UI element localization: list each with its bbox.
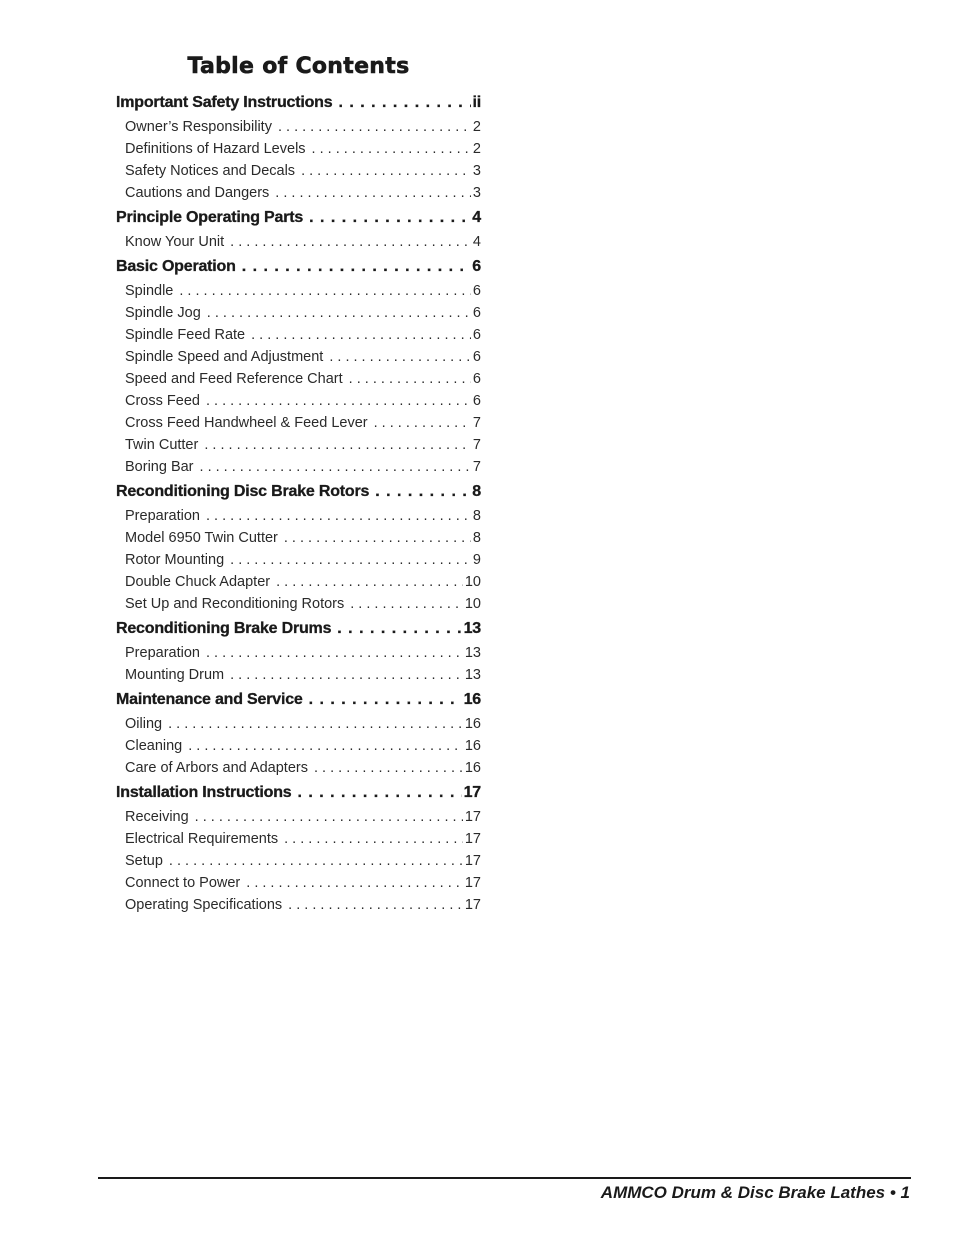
toc-entry-page: 6 (472, 393, 481, 409)
toc-entry[interactable] (116, 850, 481, 872)
toc-entry-label: Spindle Feed Rate (125, 327, 246, 343)
toc-leader-dots (242, 254, 471, 280)
toc-leader-dots (246, 872, 463, 894)
toc-entry-page: 16 (464, 716, 481, 732)
toc-entry[interactable] (116, 138, 481, 160)
toc-entry[interactable] (116, 571, 481, 593)
toc-section-heading[interactable] (116, 479, 481, 505)
toc-section-heading[interactable] (116, 780, 481, 806)
toc-leader-dots (204, 434, 471, 456)
toc-heading-page: 17 (463, 784, 481, 801)
toc-leader-dots (275, 182, 471, 204)
toc-entry-page: 16 (464, 738, 481, 754)
toc-entry-page: 17 (464, 897, 481, 913)
toc-entry-label: Cross Feed (125, 393, 200, 409)
toc-entry-label: Electrical Requirements (125, 831, 279, 847)
toc-entry-page: 6 (472, 327, 481, 343)
toc-entry[interactable] (116, 231, 481, 253)
toc-entry-label: Care of Arbors and Adapters (125, 760, 308, 776)
toc-leader-dots (284, 527, 471, 549)
toc-entry-page: 17 (464, 809, 481, 825)
toc-leader-dots (207, 302, 471, 324)
toc-entry-label: Owner’s Responsibility (125, 119, 272, 135)
toc-leader-dots (349, 368, 471, 390)
toc-entry-page: 7 (472, 459, 481, 475)
toc-entry-label: Safety Notices and Decals (125, 163, 296, 179)
toc-entry[interactable] (116, 527, 481, 549)
toc-entry[interactable] (116, 664, 481, 686)
toc-entry-label: Know Your Unit (125, 234, 225, 250)
toc-section (116, 254, 481, 478)
toc-leader-dots (206, 390, 471, 412)
toc-entry-page: 8 (472, 508, 481, 524)
toc-section (116, 687, 481, 779)
toc-entry-label: Double Chuck Adapter (125, 574, 271, 590)
toc-heading-label: Important Safety Instructions (116, 94, 333, 111)
toc-entry-page: 7 (472, 437, 481, 453)
toc-entry-label: Receiving (125, 809, 189, 825)
toc-entry[interactable] (116, 757, 481, 779)
toc-section-heading[interactable] (116, 616, 481, 642)
toc-leader-dots (312, 138, 471, 160)
toc-heading-label: Basic Operation (116, 258, 236, 275)
toc-entry[interactable] (116, 324, 481, 346)
toc-entry-page: 4 (472, 234, 481, 250)
toc-entry-page: 3 (472, 185, 481, 201)
toc-entry-label: Boring Bar (125, 459, 194, 475)
toc-entry[interactable] (116, 390, 481, 412)
toc-leader-dots (195, 806, 463, 828)
toc-entry-label: Spindle Speed and Adjustment (125, 349, 324, 365)
table-of-contents (116, 52, 481, 916)
toc-leader-dots (329, 346, 471, 368)
toc-entry[interactable] (116, 713, 481, 735)
toc-entry-page: 13 (464, 645, 481, 661)
toc-entry-page: 10 (464, 596, 481, 612)
toc-leader-dots (168, 713, 463, 735)
toc-entry[interactable] (116, 828, 481, 850)
toc-heading-label: Maintenance and Service (116, 691, 303, 708)
toc-heading-page: 13 (463, 620, 481, 637)
toc-entry[interactable] (116, 412, 481, 434)
toc-entry-label: Preparation (125, 508, 200, 524)
toc-leader-dots (230, 664, 463, 686)
toc-entry[interactable] (116, 549, 481, 571)
toc-entry-label: Setup (125, 853, 163, 869)
toc-leader-dots (179, 280, 471, 302)
toc-section (116, 479, 481, 615)
toc-entry[interactable] (116, 160, 481, 182)
toc-entry-label: Definitions of Hazard Levels (125, 141, 306, 157)
toc-heading-label: Principle Operating Parts (116, 209, 304, 226)
toc-entry[interactable] (116, 346, 481, 368)
toc-heading-page: 16 (463, 691, 481, 708)
toc-leader-dots (350, 593, 463, 615)
toc-entry[interactable] (116, 368, 481, 390)
toc-entry[interactable] (116, 642, 481, 664)
toc-section-heading[interactable] (116, 687, 481, 713)
toc-entry-label: Set Up and Reconditioning Rotors (125, 596, 345, 612)
toc-leader-dots (284, 828, 463, 850)
toc-entry-page: 7 (472, 415, 481, 431)
toc-entry[interactable] (116, 735, 481, 757)
toc-entry-page: 6 (472, 283, 481, 299)
toc-entry-page: 2 (472, 119, 481, 135)
toc-entry-page: 17 (464, 875, 481, 891)
toc-entry[interactable] (116, 302, 481, 324)
toc-section-heading[interactable] (116, 205, 481, 231)
toc-heading-page: 4 (472, 209, 481, 226)
toc-leader-dots (230, 231, 471, 253)
toc-section-heading[interactable] (116, 254, 481, 280)
toc-entry[interactable] (116, 182, 481, 204)
toc-entry[interactable] (116, 456, 481, 478)
toc-heading-label: Reconditioning Disc Brake Rotors (116, 483, 370, 500)
toc-entry-label: Model 6950 Twin Cutter (125, 530, 278, 546)
toc-entry-label: Connect to Power (125, 875, 241, 891)
toc-section (116, 780, 481, 916)
toc-leader-dots (309, 687, 462, 713)
toc-leader-dots (230, 549, 471, 571)
toc-leader-dots (251, 324, 471, 346)
toc-entry-page: 17 (464, 831, 481, 847)
toc-entry[interactable] (116, 894, 481, 916)
toc-entry[interactable] (116, 116, 481, 138)
toc-leader-dots (188, 735, 463, 757)
toc-leader-dots (288, 894, 463, 916)
toc-leader-dots (297, 780, 461, 806)
toc-entry-page: 16 (464, 760, 481, 776)
toc-leader-dots (206, 642, 463, 664)
toc-entry[interactable] (116, 280, 481, 302)
footer-running-title: AMMCO Drum & Disc Brake Lathes • 1 (600, 1183, 910, 1202)
toc-leader-dots (276, 571, 463, 593)
toc-leader-dots (200, 456, 471, 478)
toc-leader-dots (337, 616, 461, 642)
toc-leader-dots (278, 116, 471, 138)
toc-leader-dots (374, 412, 471, 434)
toc-section (116, 205, 481, 253)
toc-entry-label: Spindle (125, 283, 174, 299)
toc-sections (116, 90, 481, 916)
toc-heading-label: Reconditioning Brake Drums (116, 620, 332, 637)
toc-entry[interactable] (116, 505, 481, 527)
toc-leader-dots (301, 160, 471, 182)
toc-entry-page: 3 (472, 163, 481, 179)
toc-entry-label: Cleaning (125, 738, 183, 754)
toc-entry[interactable] (116, 434, 481, 456)
toc-entry-label: Operating Specifications (125, 897, 283, 913)
footer-divider (98, 1177, 911, 1179)
toc-leader-dots (309, 205, 470, 231)
toc-heading-page: ii (472, 94, 481, 111)
toc-leader-dots (169, 850, 463, 872)
toc-leader-dots (338, 90, 470, 116)
toc-entry[interactable] (116, 872, 481, 894)
toc-heading-page: 8 (472, 483, 481, 500)
toc-entry-label: Mounting Drum (125, 667, 225, 683)
toc-entry[interactable] (116, 593, 481, 615)
toc-entry-page: 6 (472, 305, 481, 321)
toc-heading-label: Installation Instructions (116, 784, 292, 801)
toc-entry-page: 10 (464, 574, 481, 590)
toc-entry-page: 13 (464, 667, 481, 683)
toc-leader-dots (375, 479, 470, 505)
toc-entry-page: 9 (472, 552, 481, 568)
toc-entry-label: Preparation (125, 645, 200, 661)
toc-entry-label: Rotor Mounting (125, 552, 225, 568)
toc-entry-page: 6 (472, 349, 481, 365)
toc-entry-label: Spindle Jog (125, 305, 201, 321)
toc-entry-page: 17 (464, 853, 481, 869)
toc-heading-page: 6 (472, 258, 481, 275)
toc-entry-label: Cross Feed Handwheel & Feed Lever (125, 415, 368, 431)
toc-entry-label: Cautions and Dangers (125, 185, 270, 201)
toc-section-heading[interactable] (116, 90, 481, 116)
page-title: Table of Contents (187, 54, 410, 79)
toc-entry[interactable] (116, 806, 481, 828)
toc-section (116, 616, 481, 686)
toc-entry-label: Oiling (125, 716, 163, 732)
toc-entry-label: Speed and Feed Reference Chart (125, 371, 343, 387)
toc-leader-dots (314, 757, 463, 779)
toc-entry-page: 8 (472, 530, 481, 546)
toc-section (116, 90, 481, 204)
toc-entry-page: 2 (472, 141, 481, 157)
toc-entry-label: Twin Cutter (125, 437, 199, 453)
toc-leader-dots (206, 505, 471, 527)
toc-entry-page: 6 (472, 371, 481, 387)
